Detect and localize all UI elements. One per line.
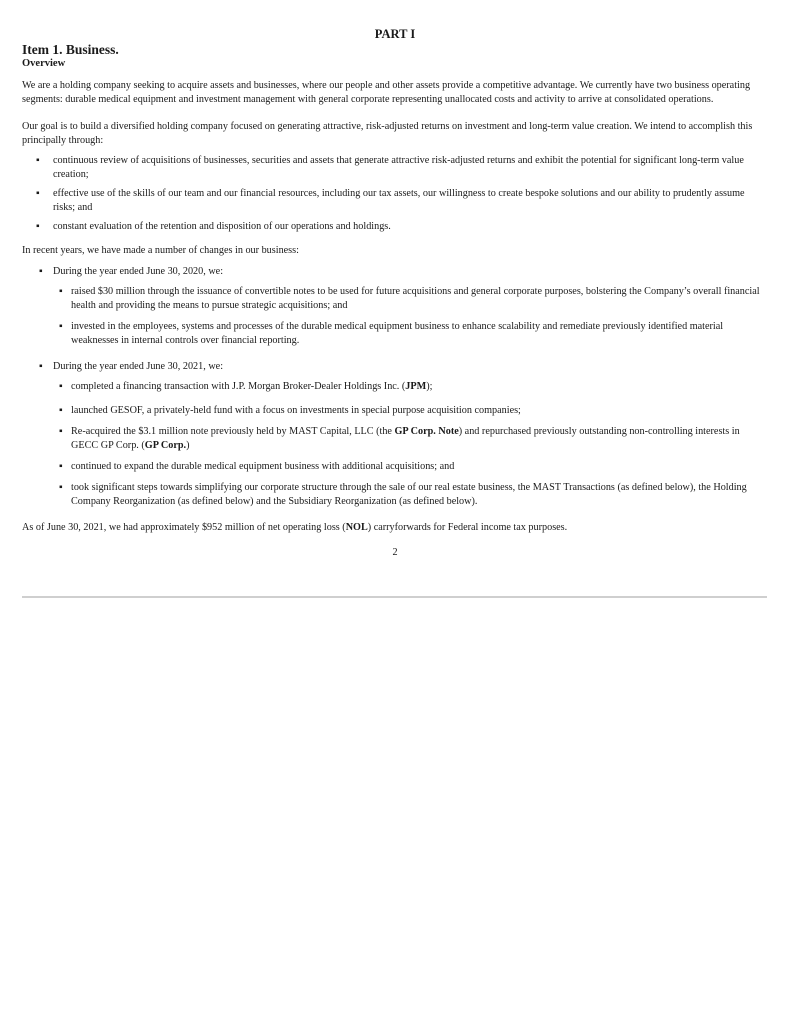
part-title: PART I	[374, 27, 416, 41]
bullet-icon: ▪	[59, 482, 63, 493]
list-item: ▪ constant evaluation of the retention and disposition of our operations and holdings.	[36, 221, 391, 232]
bullet-icon: ▪	[59, 286, 63, 297]
list-item: ▪ took significant steps towards simplifying our corporate structure through the sale of our real estate business, the MAST Transactions (as defined below), the Holding Company Reorganization (as defined below) and the Subsidiary Reorganization (as defined below).	[59, 482, 747, 507]
bullet-icon: ▪	[36, 221, 40, 232]
defined-term: GP Corp.	[144, 440, 187, 451]
list-item: ▪ Re-acquired the $3.1 million note previously held by MAST Capital, LLC (the GP Corp. Note) and repurchased previously outstanding non-controlling interests in GECC GP Corp. (GP Corp.)	[59, 426, 740, 451]
fy2021-group	[22, 360, 768, 509]
list-item: ▪ continuous review of acquisitions of businesses, securities and assets that generate attractive risk-adjusted returns and exhibit the potential for significant long-term value creation;	[36, 155, 744, 180]
item-title: Item 1. Business.	[22, 42, 119, 57]
bullet-icon: ▪	[39, 266, 43, 277]
bullet-icon: ▪	[59, 381, 63, 392]
bullet-icon: ▪	[36, 188, 40, 199]
intro-paragraph: We are a holding company seeking to acquire assets and businesses, where our people and other assets provide a competitive advantage. We currently have two business operating segments: durable medical equipment and investment management with general corporate representing unallocated costs and activity to arrive at consolidated operations.	[22, 80, 751, 105]
list-item: ▪ raised $30 million through the issuance of convertible notes to be used for future acquisitions and general corporate purposes, bolstering the Company’s overall financial health and providing the means to pursue strategic acquisitions; and	[59, 286, 760, 311]
list-item: ▪ completed a financing transaction with J.P. Morgan Broker-Dealer Holdings Inc. (JPM);	[59, 381, 433, 392]
fy2020-group	[22, 265, 768, 348]
bullet-icon: ▪	[59, 405, 63, 416]
fy2020-items	[53, 285, 768, 348]
nol-paragraph: As of June 30, 2021, we had approximately $952 million of net operating loss (NOL) carryforwards for Federal income tax purposes.	[22, 522, 568, 533]
fy2021-items	[53, 380, 768, 509]
document-page	[22, 26, 768, 560]
goal-paragraph: Our goal is to build a diversified holding company focused on generating attractive, risk-adjusted returns on investment and long-term value creation. We intend to accomplish this principally through:	[22, 121, 753, 146]
defined-term: NOL	[345, 522, 368, 533]
page-number: 2	[392, 547, 398, 558]
overview-heading: Overview	[22, 58, 66, 69]
defined-term: GP Corp. Note	[394, 426, 459, 437]
page-divider	[22, 596, 767, 598]
bullet-icon: ▪	[39, 361, 43, 372]
list-item: ▪ effective use of the skills of our team and our financial resources, including our tax assets, our willingness to create bespoke solutions and our ability to prudently assume risks; and	[36, 188, 745, 213]
list-item: ▪ launched GESOF, a privately-held fund with a focus on investments in special purpose acquisition companies;	[59, 405, 521, 416]
bullet-icon: ▪	[59, 461, 63, 472]
list-item: ▪ continued to expand the durable medical equipment business with additional acquisitions; and	[59, 461, 455, 472]
defined-term: JPM	[405, 381, 427, 392]
bullet-icon: ▪	[59, 426, 63, 437]
bullet-icon: ▪	[59, 321, 63, 332]
goal-bullet-list	[22, 154, 768, 234]
changes-list	[22, 265, 768, 509]
changes-intro: In recent years, we have made a number of changes in our business:	[22, 245, 299, 256]
fy2021-heading: During the year ended June 30, 2021, we:	[53, 361, 224, 372]
bullet-icon: ▪	[36, 155, 40, 166]
list-item: ▪ invested in the employees, systems and processes of the durable medical equipment business to enhance scalability and remediate previously identified material weaknesses in internal controls over financial reporting.	[59, 321, 724, 346]
fy2020-heading: During the year ended June 30, 2020, we:	[53, 266, 224, 277]
